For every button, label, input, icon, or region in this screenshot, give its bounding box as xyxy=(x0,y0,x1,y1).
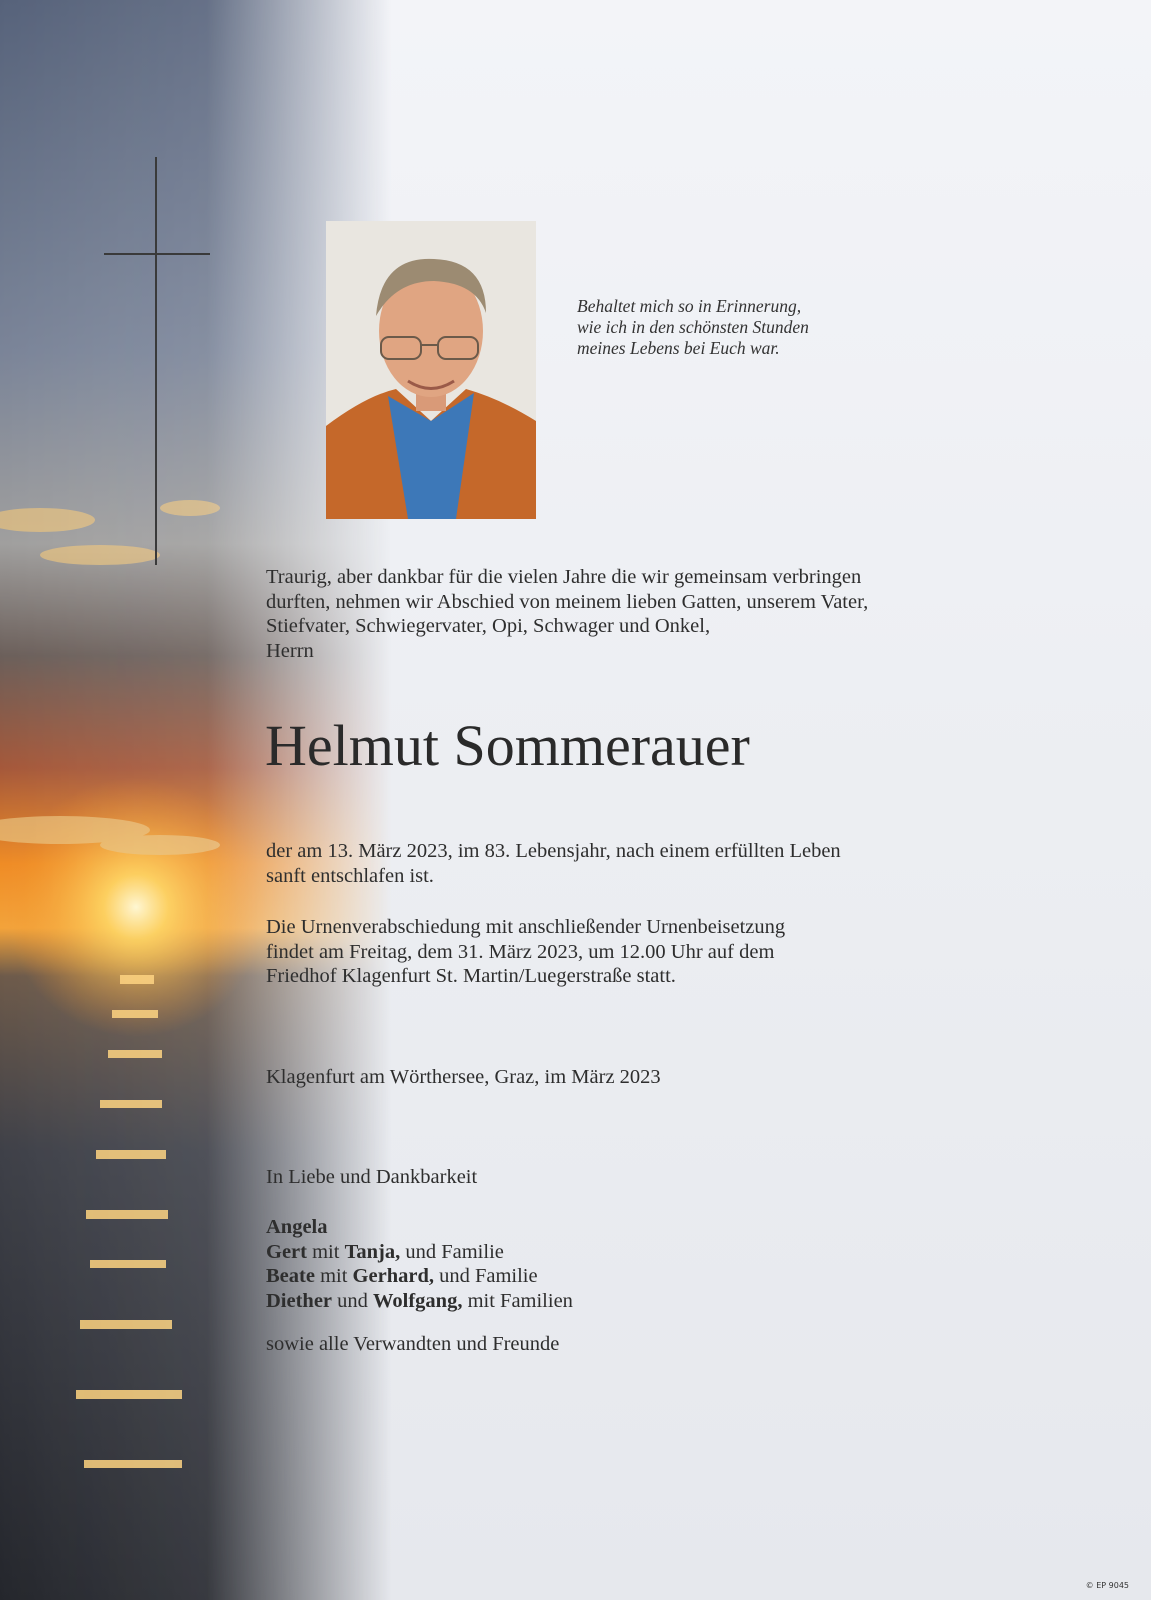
connector-text: mit Familien xyxy=(467,1289,573,1312)
connector-text: mit xyxy=(320,1265,348,1287)
cross-icon-bar xyxy=(104,253,210,255)
service-paragraph xyxy=(266,915,785,989)
family-list xyxy=(266,1215,573,1313)
family-member: Wolfgang, xyxy=(373,1289,463,1312)
death-line: der am 13. März 2023, im 83. Lebensjahr, nach einem erfüllten Leben xyxy=(266,840,841,862)
service-line: Die Urnenverabschiedung mit anschließender Urnenbeisetzung xyxy=(266,916,786,938)
intro-line: Herrn xyxy=(266,639,314,662)
closing-line xyxy=(266,1165,477,1190)
family-line xyxy=(266,1215,573,1240)
family-line xyxy=(266,1240,573,1265)
connector-text: und Familie xyxy=(405,1240,504,1263)
place-date xyxy=(266,1065,661,1090)
intro-line: Traurig, aber dankbar für die vielen Jahre die wir gemeinsam verbringen xyxy=(266,566,862,588)
place-date-line: Klagenfurt am Wörthersee, Graz, im März 2023 xyxy=(266,1066,661,1088)
family-member: Diether xyxy=(266,1289,333,1312)
service-line: findet am Freitag, dem 31. März 2023, um 12.00 Uhr auf dem xyxy=(266,940,775,963)
family-line xyxy=(266,1264,573,1289)
service-line: Friedhof Klagenfurt St. Martin/Luegerstraße statt. xyxy=(266,965,676,987)
deceased-name: Helmut Sommerauer xyxy=(265,713,750,778)
connector-text: mit xyxy=(312,1240,340,1263)
closing-text: In Liebe und Dankbarkeit xyxy=(266,1166,478,1188)
family-member: Gerhard, xyxy=(352,1265,434,1287)
intro-line: Stiefvater, Schwiegervater, Opi, Schwager und Onkel, xyxy=(266,615,711,637)
quote-line: meines Lebens bei Euch war. xyxy=(577,338,780,358)
death-line: sanft entschlafen ist. xyxy=(266,864,434,887)
family-member: Angela xyxy=(266,1216,328,1238)
copyright-note: © EP 9045 xyxy=(1085,1581,1129,1590)
intro-paragraph xyxy=(266,565,868,663)
family-member: Gert xyxy=(266,1240,307,1263)
death-paragraph xyxy=(266,839,841,888)
family-line xyxy=(266,1289,573,1314)
intro-line: durften, nehmen wir Abschied von meinem lieben Gatten, unserem Vater, xyxy=(266,590,869,613)
family-member: Beate xyxy=(266,1265,315,1287)
quote-line: Behaltet mich so in Erinnerung, xyxy=(577,296,802,316)
relatives-line xyxy=(266,1332,559,1357)
memorial-quote xyxy=(577,296,809,359)
portrait-photo xyxy=(326,221,536,519)
connector-text: und xyxy=(337,1289,368,1312)
relatives-text: sowie alle Verwandten und Freunde xyxy=(266,1333,560,1355)
connector-text: und Familie xyxy=(439,1265,538,1287)
quote-line: wie ich in den schönsten Stunden xyxy=(577,317,809,337)
cross-icon xyxy=(155,157,157,565)
family-member: Tanja, xyxy=(344,1240,401,1263)
